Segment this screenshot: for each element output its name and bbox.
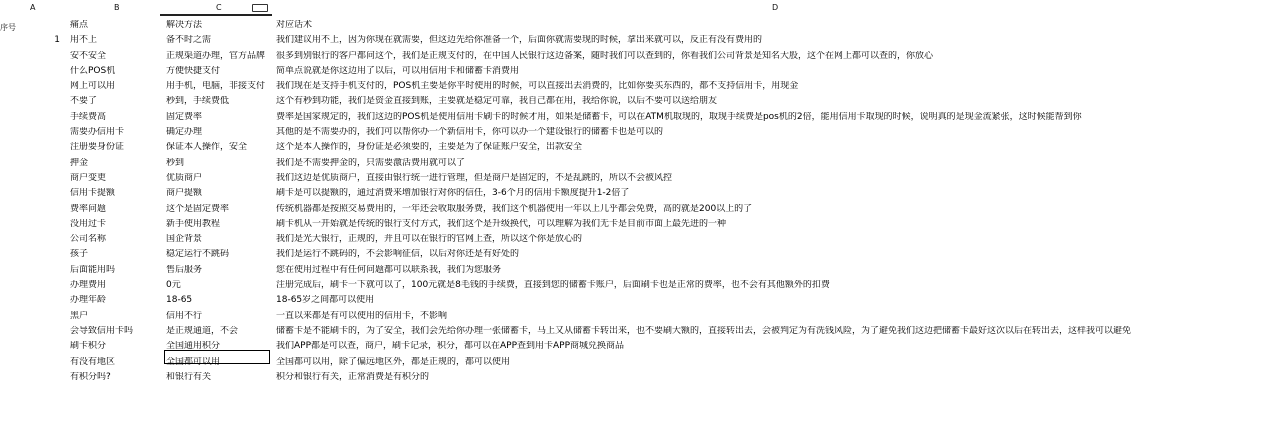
column-header-d[interactable]: D [772,3,779,12]
cell-pain[interactable]: 什么POS机 [70,65,116,76]
cell-solution[interactable]: 秒到，手续费低 [166,96,230,107]
cell-pain[interactable]: 会导致信用卡吗 [70,325,134,336]
cell-solution[interactable]: 国企背景 [166,234,203,245]
table-row [0,263,1280,278]
header-pain[interactable]: 痛点 [70,20,89,30]
cell-script[interactable]: 刷卡机从一开始就是传统的银行支付方式，我们这个是升级换代，可以理解为我们无卡是目前市面上最先进的一种 [276,218,727,229]
table-row [0,140,1280,155]
table-row [0,247,1280,262]
cell-pain[interactable]: 押金 [70,157,89,168]
cell-script[interactable]: 我们APP都是可以查，商户，刷卡记录，积分，都可以在APP查到用卡APP商城兑换商品 [276,341,625,352]
cell-pain[interactable]: 网上可以用 [70,81,116,92]
header-row [0,18,1280,33]
cell-script[interactable]: 我们建议用不上，因为你现在就需要，但这边先给你准备一个，后面你就需要现的时候，拿出来就可以，反正有没有费用的 [276,35,763,46]
column-header-c[interactable]: C [216,3,222,12]
table-row [0,278,1280,293]
cell-script[interactable]: 传统机器都是按照交易费用的，一年还会收取服务费，我们这个机器使用一年以上几乎都会免费，高的就是200以上的了 [276,203,753,214]
cell-script[interactable]: 这个有秒到功能，我们是资金直接到账，主要就是稳定可靠，我自己都在用，我给你说，以后不要可以送给朋友 [276,96,718,107]
cell-pain[interactable]: 黑户 [70,310,89,321]
table-row [0,94,1280,109]
cell-script[interactable]: 积分和银行有关，正常消费是有积分的 [276,371,430,382]
cell-pain[interactable]: 有没有地区 [70,356,116,367]
cell-solution[interactable]: 18-65 [166,295,193,306]
cell-solution[interactable]: 全国通用积分 [166,341,221,352]
cell-script[interactable]: 我们这边是优质商户，直接由银行统一进行管理，但是商户是固定的，不是乱跳的，所以不会被风控 [276,172,673,183]
cell-pain[interactable]: 刷卡积分 [70,341,107,352]
cell-solution[interactable]: 秒到 [166,157,185,168]
cell-pain[interactable]: 后面能用吗 [70,264,116,275]
cell-solution[interactable]: 0元 [166,280,181,291]
cell-pain[interactable]: 用不上 [70,35,98,46]
header-solution[interactable]: 解决方法 [166,20,203,30]
cell-pain[interactable]: 办理费用 [70,280,107,291]
cell-solution[interactable]: 确定办理 [166,127,203,138]
row-corner-label: 序号 [0,23,16,32]
table-row [0,232,1280,247]
cell-pain[interactable]: 注册要身份证 [70,142,125,153]
table-row [0,171,1280,186]
cell-script[interactable]: 全国都可以用，除了偏远地区外，都是正规的，都可以使用 [276,356,511,367]
cell-script[interactable]: 简单点说就是你这边用了以后，可以用信用卡和储蓄卡消费用 [276,65,520,76]
table-row [0,110,1280,125]
table-row [0,370,1280,385]
table-row [0,186,1280,201]
cell-pain[interactable]: 不要了 [70,96,98,107]
cell-pain[interactable]: 需要办信用卡 [70,127,125,138]
cell-solution[interactable]: 售后服务 [166,264,203,275]
cell-solution[interactable]: 正规渠道办理，官方品牌 [166,50,266,61]
table-row [0,324,1280,339]
active-cell-selection[interactable] [164,350,270,364]
cell-solution[interactable]: 这个是固定费率 [166,203,230,214]
cell-script[interactable]: 储蓄卡是不能刷卡的，为了安全，我们会先给你办理一张储蓄卡，马上又从储蓄卡转出来，也不要刷大额的，直接转出去，会被判定为有洗钱风险，为了避免我们这边把储蓄卡最好这次以后在转出去，这样我可以避免 [276,325,1132,336]
cell-script[interactable]: 我们现在是支持手机支付的，POS机主要是你平时使用的时候，可以直接出去消费的，比如你要买东西的，都不支持信用卡，用现金 [276,81,799,92]
cell-solution[interactable]: 保证本人操作，安全 [166,142,248,153]
cell-pain[interactable]: 安不安全 [70,50,107,61]
table-row [0,217,1280,232]
cell-solution[interactable]: 是正规通道，不会 [166,325,239,336]
cell-solution[interactable]: 信用不行 [166,310,203,321]
cell-script[interactable]: 我们是不需要押金的，只需要激活费用就可以了 [276,157,466,168]
header-script[interactable]: 对应话术 [276,20,313,30]
cell-pain[interactable]: 没用过卡 [70,218,107,229]
column-filter-icon[interactable] [252,4,268,12]
table-row [0,64,1280,79]
cell-script[interactable]: 费率是国家规定的，我们这边的POS机是使用信用卡刷卡的时候才用，如果是储蓄卡，可以在ATM机取现的，取现手续费是pos机的2倍，能用信用卡取现的时候，说明真的是现金流紧张，这时候能帮到你 [276,111,1082,122]
cell-pain[interactable]: 有积分吗? [70,371,111,382]
cell-solution[interactable]: 方便快捷支付 [166,65,221,76]
cell-solution[interactable]: 固定费率 [166,111,203,122]
table-row [0,33,1280,48]
table-row [0,202,1280,217]
column-header-a[interactable]: A [30,3,36,12]
cell-script[interactable]: 刷卡是可以提额的，通过消费来增加银行对你的信任，3-6个月的信用卡额度提升1-2倍了 [276,188,630,199]
cell-script[interactable]: 一直以来都是有可以使用的信用卡，不影响 [276,310,448,321]
cell-script[interactable]: 18-65岁之间都可以使用 [276,295,375,306]
cell-pain[interactable]: 信用卡提额 [70,188,116,199]
cell-script[interactable]: 我们是运行不跳码的，不会影响征信，以后对你还是有好处的 [276,249,520,260]
cell-pain[interactable]: 手续费高 [70,111,107,122]
cell-pain[interactable]: 办理年龄 [70,295,107,306]
cell-script[interactable]: 注册完成后，刷卡一下就可以了，100元就是8毛钱的手续费，直接到您的储蓄卡账户，后面刷卡也是正常的费率，也不会有其他额外的扣费 [276,280,830,291]
cell-solution[interactable]: 全国都可以用 [166,356,221,367]
column-selection-indicator [160,14,272,16]
spreadsheet-grid [0,18,1280,385]
table-row [0,125,1280,140]
cell-pain[interactable]: 商户变更 [70,172,107,183]
cell-no[interactable]: 1 [54,35,60,46]
cell-solution[interactable]: 商户提额 [166,188,203,199]
cell-pain[interactable]: 费率问题 [70,203,107,214]
table-row [0,309,1280,324]
cell-solution[interactable]: 优质商户 [166,172,203,183]
cell-pain[interactable]: 公司名称 [70,234,107,245]
cell-solution[interactable]: 稳定运行不跳码 [166,249,230,260]
cell-solution[interactable]: 备不时之需 [166,35,212,46]
table-row [0,79,1280,94]
cell-solution[interactable]: 新手使用教程 [166,218,221,229]
cell-script[interactable]: 这个是本人操作的，身份证是必须要的，主要是为了保证账户安全，出款安全 [276,142,583,153]
cell-script[interactable]: 很多到别银行的客户都问这个，我们是正规支付的，在中国人民银行这边备案，随时我们可以查到的，你看我们公司背景是知名大股，这个在网上都可以查的，你放心 [276,50,934,61]
column-header-b[interactable]: B [114,3,120,12]
table-row [0,156,1280,171]
cell-solution[interactable]: 用手机，电脑，非接支付 [166,81,266,92]
cell-solution[interactable]: 和银行有关 [166,371,212,382]
table-row [0,49,1280,64]
cell-script[interactable]: 您在使用过程中有任何问题都可以联系我，我们为您服务 [276,264,502,275]
cell-pain[interactable]: 孩子 [70,249,89,260]
cell-script[interactable]: 其他的是不需要办的，我们可以帮你办一个新信用卡，你可以办一个建设银行的储蓄卡也是可以的 [276,127,664,138]
cell-script[interactable]: 我们是光大银行，正规的，并且可以在银行的官网上查，所以这个你是放心的 [276,234,583,245]
table-row [0,293,1280,308]
